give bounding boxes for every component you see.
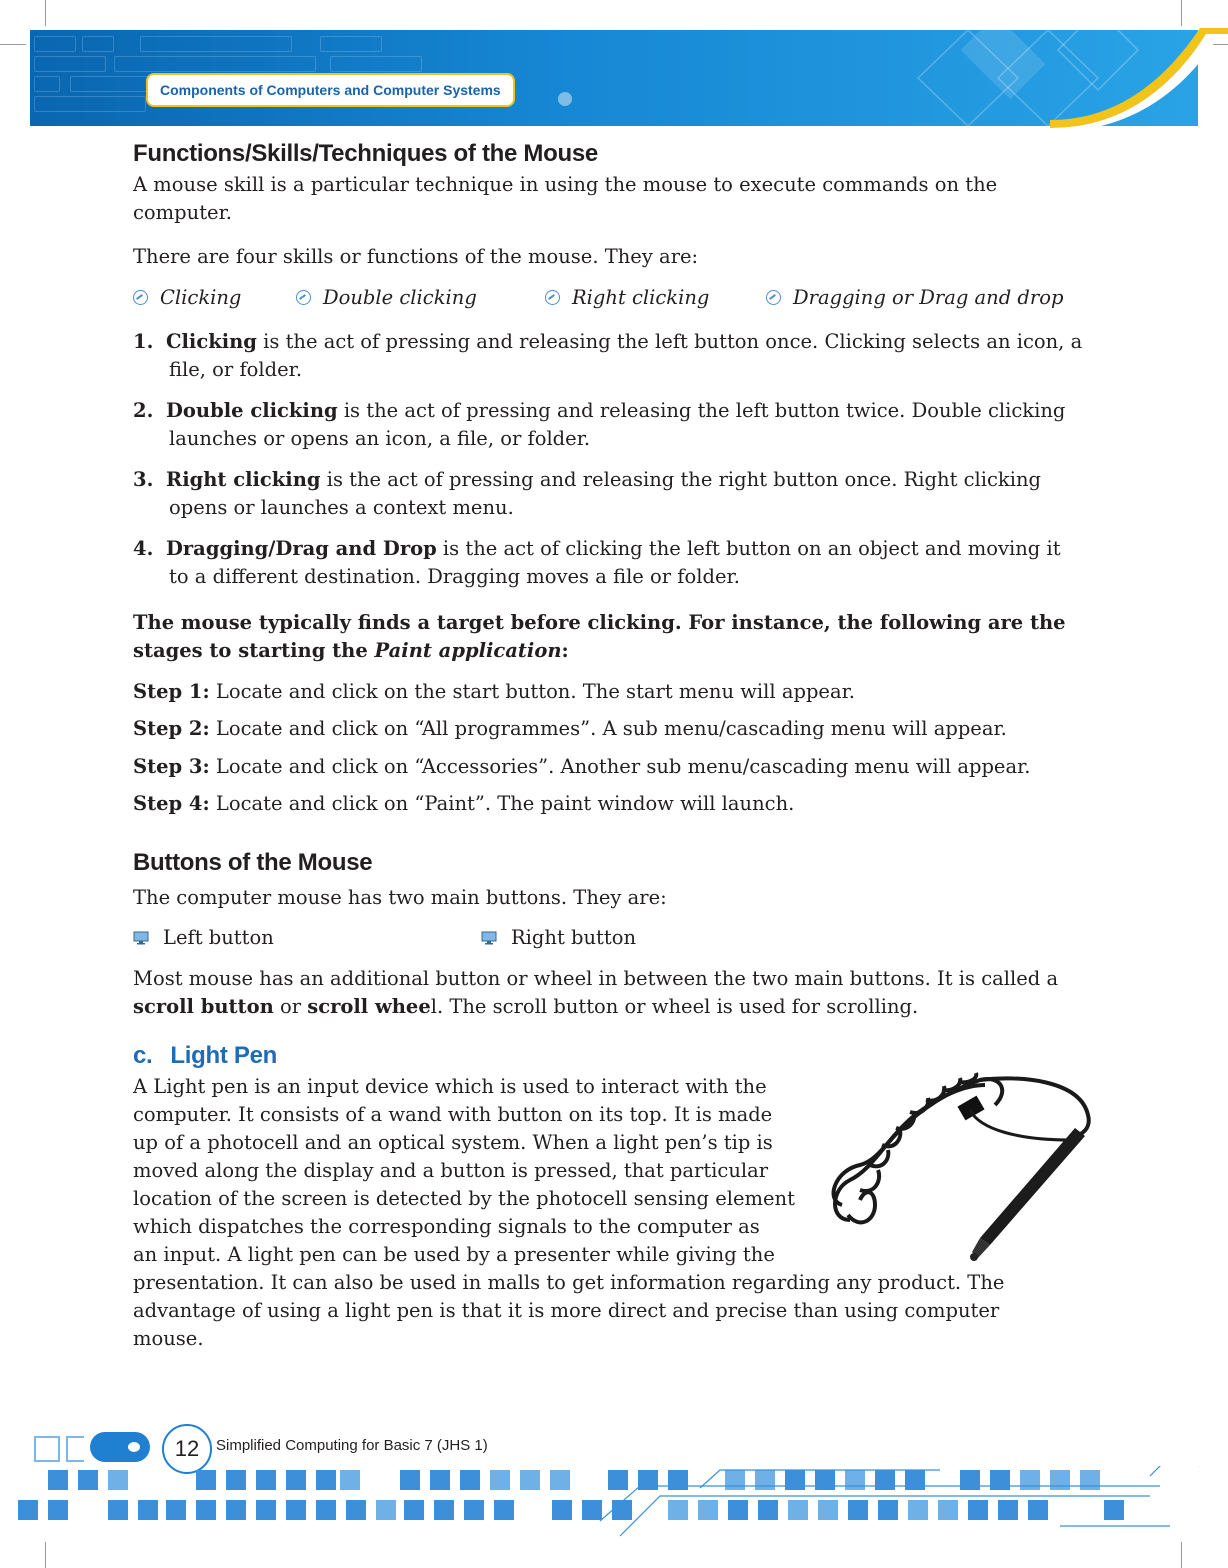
- intro-paragraph: A mouse skill is a particular technique in using the mouse to execute commands on the computer.: [133, 173, 998, 224]
- skill-item: Dragging or Drag and drop: [766, 286, 1063, 309]
- chapter-tab: Components of Computers and Computer Systems: [146, 73, 515, 107]
- monitor-icon: [133, 931, 149, 945]
- numbered-item: 1. Clicking is the act of pressing and releasing the left button once. Clicking selects an icon, a file, or folder.: [133, 330, 1083, 381]
- footer-square: [34, 1436, 60, 1462]
- skills-lead: There are four skills or functions of the mouse. They are:: [133, 245, 699, 268]
- light-pen-paragraph: A Light pen is an input device which is used to interact with the computer. It consists of a wand with button on its top. It is made up of a photocell and an optical system. When a light pen’s tip is moved along the display and a button is pressed, that particular location of the screen is detected by the photocell sensing element which dispatches the corresponding signals to the computer as an input. A light pen can be used by a presenter while giving the presentation. It can also be used in malls to get information regarding any product. The advantage of using a light pen is that it is more direct and precise than using computer mouse.: [133, 1075, 1005, 1350]
- step-line: Step 4: Locate and click on “Paint”. The paint window will launch.: [133, 792, 795, 815]
- footer-circuit-pattern: [0, 1466, 1228, 1546]
- bullet-icon: [766, 290, 781, 305]
- bullet-icon: [133, 290, 148, 305]
- section-heading-buttons: Buttons of the Mouse: [133, 849, 373, 876]
- crop-mark: [1181, 0, 1182, 26]
- step-line: Step 3: Locate and click on “Accessories”. Another sub menu/cascading menu will appear.: [133, 755, 1031, 778]
- globe-icon: [558, 92, 572, 106]
- footer-pill: [90, 1432, 150, 1462]
- crop-mark: [45, 0, 46, 26]
- bullet-icon: [545, 290, 560, 305]
- crop-mark: [0, 44, 26, 45]
- footer-square: [66, 1436, 84, 1462]
- buttons-lead: The computer mouse has two main buttons. They are:: [133, 886, 667, 909]
- light-pen-image: [820, 1070, 1100, 1265]
- numbered-item: 4. Dragging/Drag and Drop is the act of clicking the left button on an object and moving it to a different destination. Dragging moves a file or folder.: [133, 537, 1061, 588]
- button-item: Right button: [481, 926, 636, 949]
- page-number: 12: [162, 1424, 212, 1474]
- skill-item: Clicking: [133, 286, 241, 309]
- scroll-paragraph: Most mouse has an additional button or wheel in between the two main buttons. It is called a scroll button or scroll wheel. The scroll button or wheel is used for scrolling.: [133, 967, 1059, 1018]
- book-title: Simplified Computing for Basic 7 (JHS 1): [216, 1437, 488, 1454]
- monitor-icon: [481, 931, 497, 945]
- step-line: Step 2: Locate and click on “All programmes”. A sub menu/cascading menu will appear.: [133, 717, 1007, 740]
- bullet-icon: [296, 290, 311, 305]
- section-heading-mouse-functions: Functions/Skills/Techniques of the Mouse: [133, 140, 598, 167]
- header-swoosh: [1050, 28, 1228, 138]
- numbered-item: 3. Right clicking is the act of pressing and releasing the right button once. Right clicking opens or launches a context menu.: [133, 468, 1042, 519]
- step-line: Step 1: Locate and click on the start button. The start menu will appear.: [133, 680, 855, 703]
- section-heading-light-pen: c. Light Pen: [133, 1042, 278, 1069]
- target-paragraph: The mouse typically finds a target before clicking. For instance, the following are the stages to starting the Paint application:: [133, 611, 1066, 662]
- skill-item: Double clicking: [296, 286, 477, 309]
- skill-item: Right clicking: [545, 286, 709, 309]
- button-item: Left button: [133, 926, 274, 949]
- numbered-item: 2. Double clicking is the act of pressing and releasing the left button twice. Double clicking launches or opens an icon, a file, or folder.: [133, 399, 1066, 450]
